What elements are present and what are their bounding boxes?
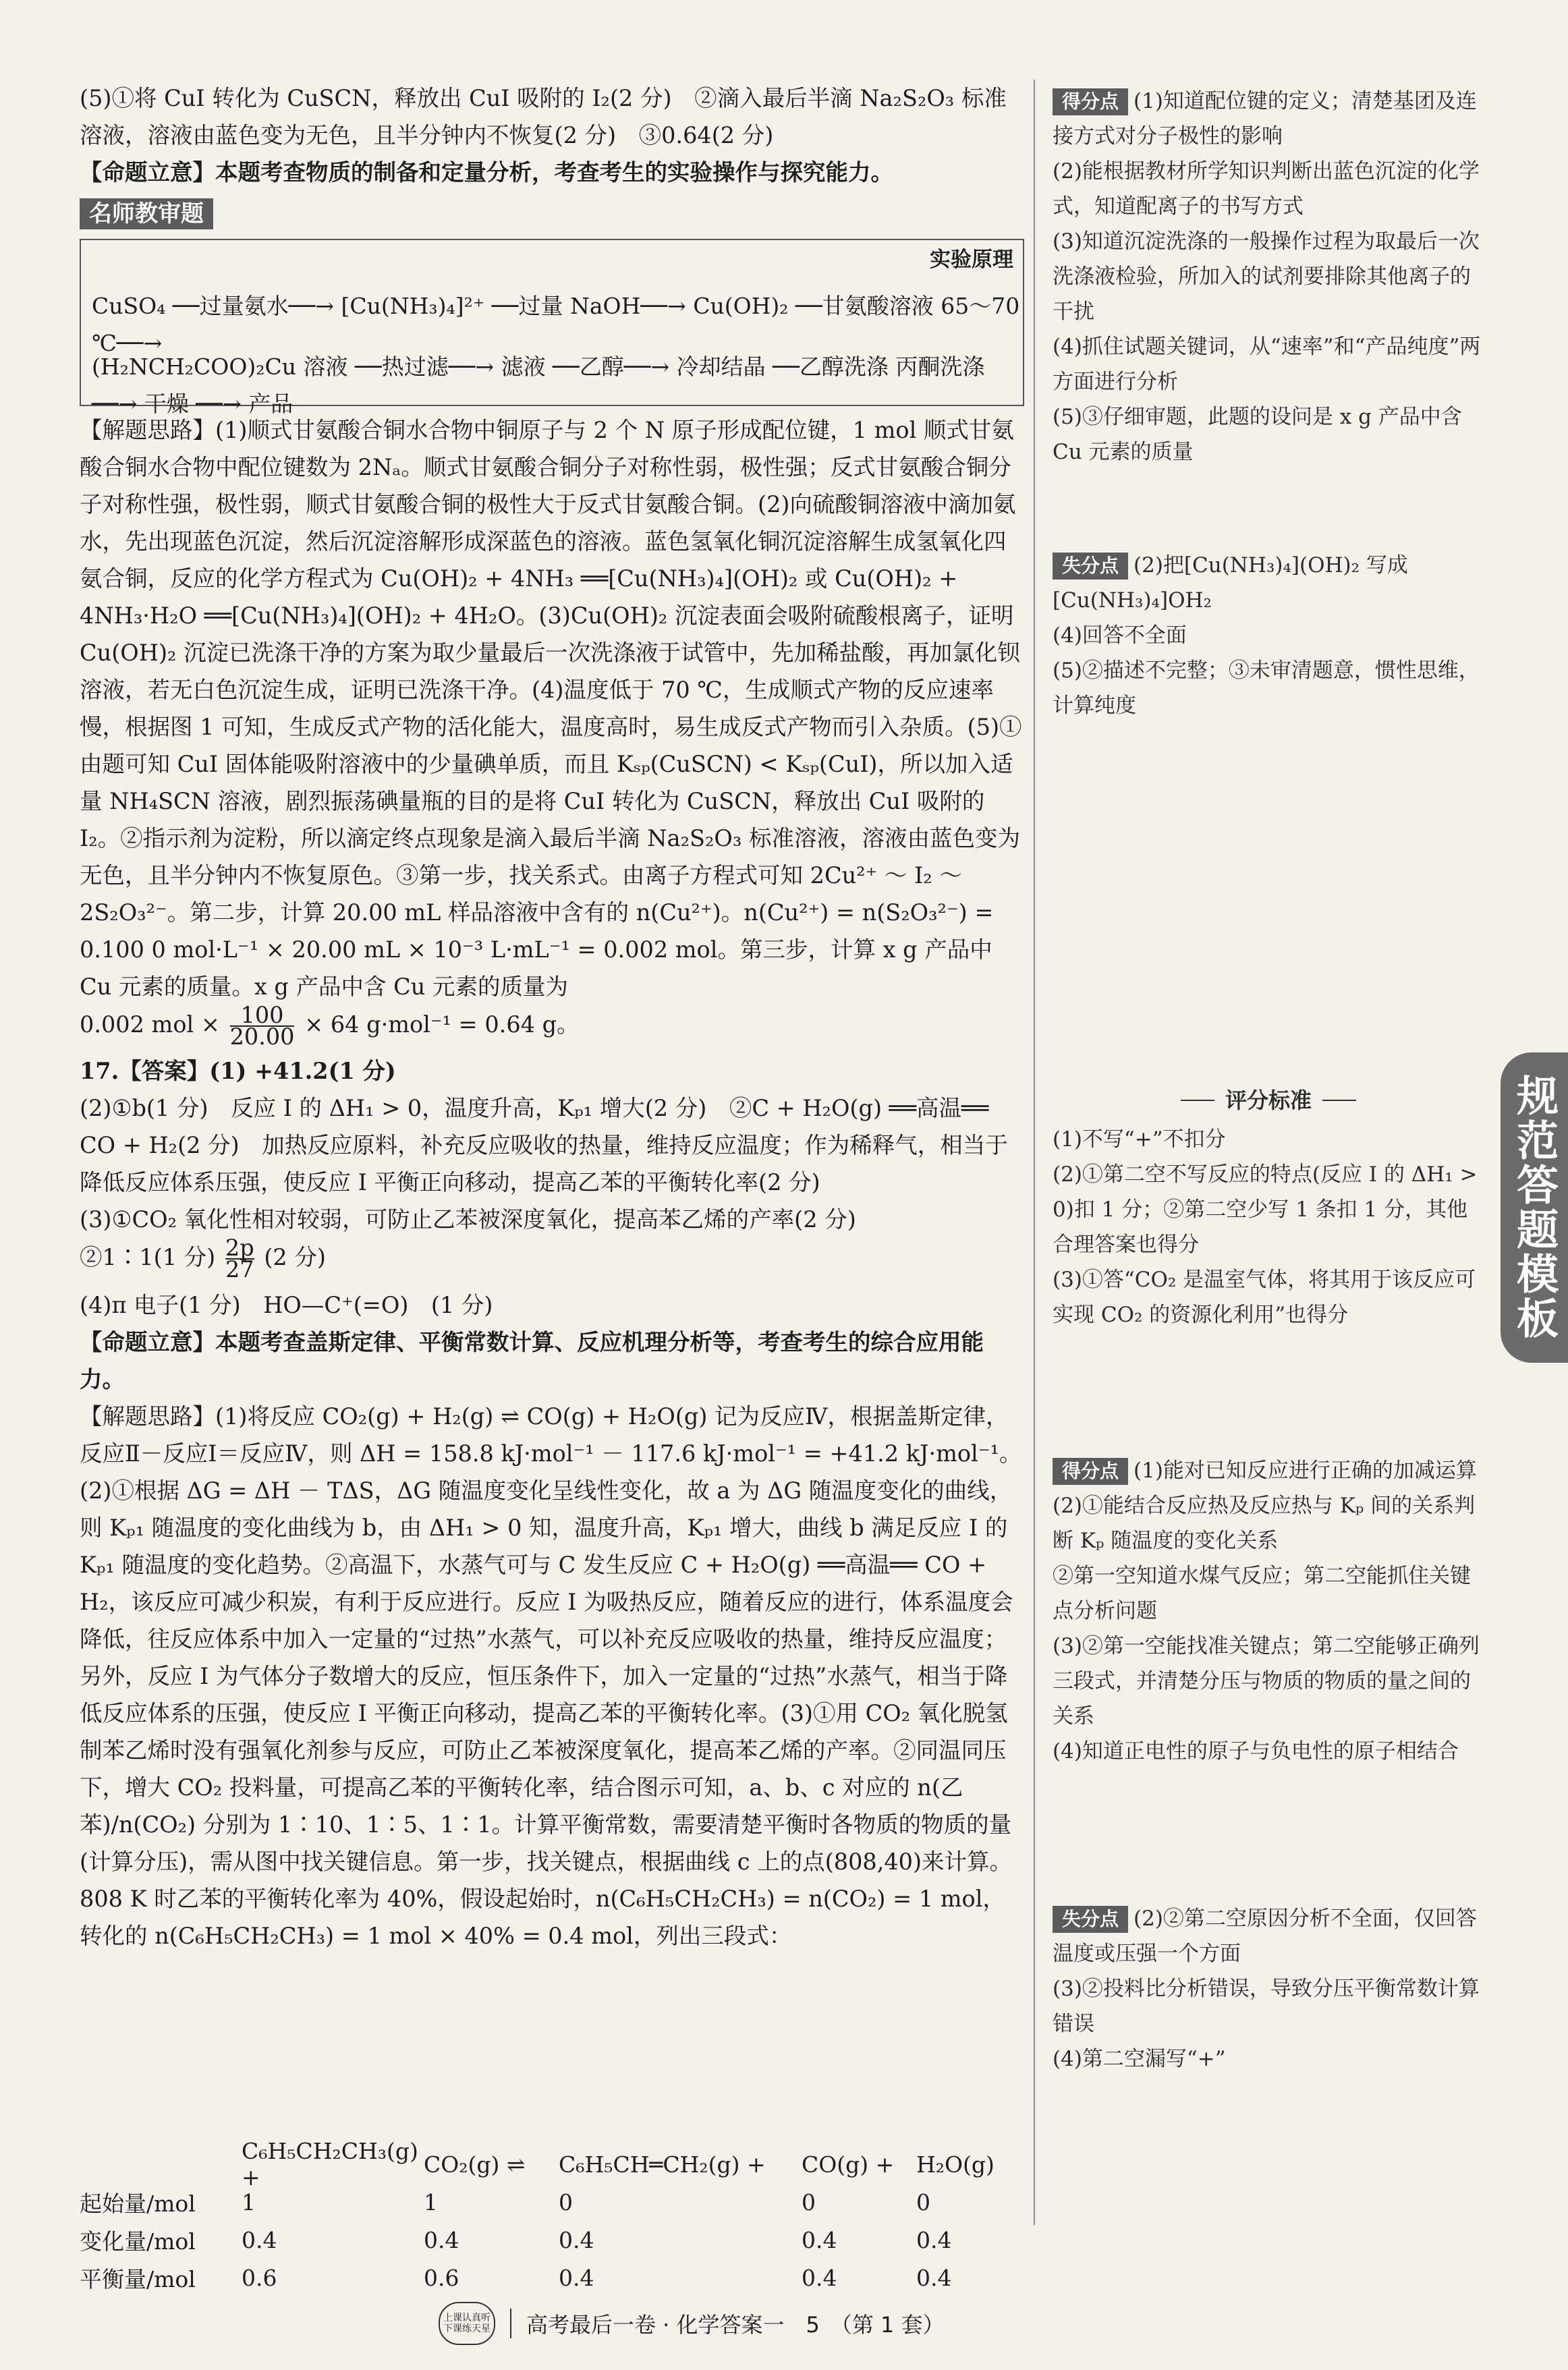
lose-tag: 失分点 <box>1053 1906 1128 1933</box>
table-row <box>80 2183 1011 2221</box>
calc-pre: 0.002 mol × <box>80 1011 220 1038</box>
table-cell: C₆H₅CH═CH₂(g) + <box>559 2151 766 2178</box>
page-footer <box>439 2302 1113 2345</box>
calc-numerator: 100 <box>230 1005 295 1027</box>
table-cell: 1 <box>424 2189 438 2216</box>
table-cell: 0.4 <box>802 2264 837 2291</box>
q17-answer-1: 17.【答案】(1) +41.2(1 分) <box>80 1058 396 1084</box>
table-cell: 0 <box>916 2189 930 2216</box>
side-lose-points-16 <box>1053 548 1484 723</box>
score-tag: 得分点 <box>1053 88 1128 115</box>
table-cell: 0.4 <box>559 2264 594 2291</box>
table-cell: 0.4 <box>242 2226 277 2253</box>
table-cell: 0 <box>802 2189 816 2216</box>
box-title: 实验原理 <box>930 248 1013 272</box>
q17-kp-den: 27 <box>225 1256 254 1282</box>
lose-text-17: (2)②第二空原因分析不全面，仅回答温度或压强一个方面 (3)②投料比分析错误，导致分压平衡常数计算错误 (4)第二空漏写“+” <box>1053 1907 1480 2071</box>
table-cell: 0.4 <box>916 2264 952 2291</box>
rubric-text: (1)不写“+”不扣分 (2)①第二空不写反应的特点(反应 Ⅰ 的 ΔH₁ > 0)扣 1 分；②第二空少写 1 条扣 1 分，其他合理答案也得分 (3)①答“CO₂ 是温室气体，将其用于该反应可实现 CO₂ 的资源化利用”也得分 <box>1053 1127 1478 1327</box>
rubric-title-text: 评分标准 <box>1225 1088 1312 1113</box>
table-cell: 0.6 <box>242 2264 277 2291</box>
table-cell: CO(g) + <box>802 2151 895 2178</box>
lose-tag: 失分点 <box>1053 553 1128 580</box>
q16-intent: 【命题立意】本题考查物质的制备和定量分析，考查考生的实验操作与探究能力。 <box>80 159 893 186</box>
q17-answer-3b <box>80 1235 1024 1282</box>
table-cell: 0.4 <box>916 2226 952 2253</box>
score-tag: 得分点 <box>1053 1458 1128 1485</box>
table-equation-row <box>80 2138 1011 2191</box>
q16-final-calc <box>80 1002 1024 1050</box>
table-cell: C₆H₅CH₂CH₃(g) + <box>242 2138 418 2191</box>
q17-answer-3: (3)①CO₂ 氧化性相对较弱，可防止乙苯被深度氧化，提高苯乙烯的产率(2 分) <box>80 1206 856 1233</box>
footer-text: 高考最后一卷 · 化学答案一 5 （第 1 套） <box>526 2312 945 2338</box>
table-cell: H₂O(g) <box>916 2151 995 2178</box>
lose-text-16: (2)把[Cu(NH₃)₄](OH)₂ 写成[Cu(NH₃)₄]OH₂ (4)回答不全面 (5)②描述不完整；③未审清题意，惯性思维，计算纯度 <box>1053 553 1480 718</box>
q17-analysis: 【解题思路】(1)将反应 CO₂(g) + H₂(g) ⇌ CO(g) + H₂O(g) 记为反应Ⅳ，根据盖斯定律，反应Ⅱ－反应Ⅰ＝反应Ⅳ，则 ΔH = 158.8 kJ·mol⁻¹ － 117.6 kJ·mol⁻¹ = +41.2 kJ·mol⁻¹。(2)①根据 ΔG = ΔH － TΔS，ΔG 随温度变化呈线性变化，故 a 为 ΔG 随温度变化的曲线，则 Kₚ₁ 随温度的变化曲线为 b，由 ΔH₁ > 0 知，温度升高，Kₚ₁ 增大，曲线 b 满足反应 Ⅰ 的 Kₚ₁ 随温度的变化趋势。②高温下，水蒸气可与 C 发生反应 C + H₂O(g) ══高温══ CO + H₂，该反应可减少积炭，有利于反应进行。反应 Ⅰ 为吸热反应，随着反应的进行，体系温度会降低，往反应体系中加入一定量的“过热”水蒸气，可以补充反应吸收的热量，维持反应温度；另外，反应 Ⅰ 为气体分子数增大的反应，恒压条件下，加入一定量的“过热”水蒸气，相当于降低反应体系的压强，使反应 Ⅰ 平衡正向移动，提高乙苯的平衡转化率。(3)①用 CO₂ 氧化脱氢制苯乙烯时没有强氧化剂参与反应，可防止乙苯被深度氧化，提高苯乙烯的产率。②同温同压下，增大 CO₂ 投料量，可提高乙苯的平衡转化率，结合图示可知，a、b、c 对应的 n(乙苯)/n(CO₂) 分别为 1∶10、1∶5、1∶1。计算平衡常数，需要清楚平衡时各物质的物质的量(计算分压)，需从图中找关键信息。第一步，找关键点，根据曲线 c 上的点(808,40)来计算。808 K 时乙苯的平衡转化率为 40%，假设起始时，n(C₆H₅CH₂CH₃) = n(CO₂) = 1 mol，转化的 n(C₆H₅CH₂CH₃) = 1 mol × 40% = 0.4 mol，列出三段式： <box>80 1403 1022 1949</box>
side-lose-points-17 <box>1053 1901 1484 2077</box>
table-row <box>80 2221 1011 2259</box>
experiment-principle-box <box>80 239 1024 417</box>
flow-line-1: CuSO₄ ──过量氨水──→ [Cu(NH₃)₄]²⁺ ──过量 NaOH──→ Cu(OH)₂ ──甘氨酸溶液 65～70 ℃──→ <box>92 293 1020 356</box>
rubric-line-left <box>1181 1100 1214 1101</box>
flow-line-2: (H₂NCH₂COO)₂Cu 溶液 ──热过滤──→ 滤液 ──乙醇──→ 冷却结晶 ──乙醇洗涤 丙酮洗涤──→ 干燥 ──→ 产品 <box>92 354 985 417</box>
q17-kp-num: 2p <box>225 1235 254 1261</box>
score-text-17: (1)能对已知反应进行正确的加减运算 (2)①能结合反应热及反应热与 Kₚ 间的关系判断 Kₚ 随温度的变化关系 ②第一空知道水煤气反应；第二空能抓住关键点分析问题 (3)②第一空能找准关键点；第二空能够正确列三段式，并清楚分压与物质的物质的量之间的关系 (4)知道正电性的原子与负电性的原子相结合 <box>1053 1459 1480 1764</box>
rubric-title <box>1053 1083 1484 1118</box>
teacher-banner <box>80 195 1024 232</box>
table-cell: 平衡量/mol <box>80 2265 196 2292</box>
three-stage-table <box>80 2138 1011 2296</box>
q17-kp-score: (2 分) <box>264 1244 326 1270</box>
table-cell: 1 <box>242 2189 256 2216</box>
footer-divider <box>510 2309 511 2338</box>
calc-denominator: 20.00 <box>229 1023 295 1050</box>
table-cell: 0 <box>559 2189 573 2216</box>
side-score-points-16 <box>1053 84 1484 470</box>
table-cell: 变化量/mol <box>80 2228 196 2255</box>
score-text-16: (1)知道配位键的定义；清楚基团及连接方式对分子极性的影响 (2)能根据教材所学知识判断出蓝色沉淀的化学式，知道配离子的书写方式 (3)知道沉淀洗涤的一般操作过程为取最后一次洗涤液检验，所加入的试剂要排除其他离子的干扰 (4)抓住试题关键词，从“速率”和“产品纯度”两方面进行分析 (5)③仔细审题，此题的设问是 x g 产品中含 Cu 元素的质量 <box>1053 89 1481 464</box>
side-rubric <box>1053 1083 1484 1332</box>
q17-ratio: ②1∶1(1 分) <box>80 1244 216 1270</box>
calc-fraction <box>229 1002 295 1050</box>
main-column <box>80 80 1024 1954</box>
calc-post: × 64 g·mol⁻¹ = 0.64 g。 <box>304 1011 580 1038</box>
table-cell: 0.4 <box>559 2226 594 2253</box>
table-row <box>80 2259 1011 2296</box>
table-cell: 0.4 <box>802 2226 837 2253</box>
table-cell: 起始量/mol <box>80 2190 196 2217</box>
q17-answer-2: (2)①b(1 分) 反应 Ⅰ 的 ΔH₁ > 0，温度升高，Kₚ₁ 增大(2 分) ②C + H₂O(g) ══高温══ CO + H₂(2 分) 加热反应原料，补充反应吸收的热量，维持反应温度；作为稀释气，相当于降低反应体系压强，使反应 Ⅰ 平衡正向移动，提高乙苯的平衡转化率(2 分) <box>80 1095 1008 1195</box>
brand-logo: 上课认真听 下课练天星 <box>439 2302 495 2345</box>
q16-analysis: 【解题思路】(1)顺式甘氨酸合铜水合物中铜原子与 2 个 N 原子形成配位键，1 mol 顺式甘氨酸合铜水合物中配位键数为 2Nₐ。顺式甘氨酸合铜分子对称性弱，极性强；反式甘氨酸合铜分子对称性强，极性弱，顺式甘氨酸合铜的极性大于反式甘氨酸合铜。(2)向硫酸铜溶液中滴加氨水，先出现蓝色沉淀，然后沉淀溶解形成深蓝色的溶液。蓝色氢氧化铜沉淀溶解生成氢氧化四氨合铜，反应的化学方程式为 Cu(OH)₂ + 4NH₃ ══[Cu(NH₃)₄](OH)₂ 或 Cu(OH)₂ + 4NH₃·H₂O ══[Cu(NH₃)₄](OH)₂ + 4H₂O。(3)Cu(OH)₂ 沉淀表面会吸附硫酸根离子，证明 Cu(OH)₂ 沉淀已洗涤干净的方案为取少量最后一次洗涤液于试管中，先加稀盐酸，再加氯化钡溶液，若无白色沉淀生成，证明已洗涤干净。(4)温度低于 70 ℃，生成顺式产物的反应速率慢，根据图 1 可知，生成反式产物的活化能大，温度高时，易生成反式产物而引入杂质。(5)①由题可知 CuI 固体能吸附溶液中的少量碘单质，而且 Kₛₚ(CuSCN) < Kₛₚ(CuI)，所以加入适量 NH₄SCN 溶液，剧烈振荡碘量瓶的目的是将 CuI 转化为 CuSCN，释放出 CuI 吸附的 I₂。②指示剂为淀粉，所以滴定终点现象是滴入最后半滴 Na₂S₂O₃ 标准溶液，溶液由蓝色变为无色，且半分钟内不恢复原色。③第一步，找关系式。由离子方程式可知 2Cu²⁺ ～ I₂ ～ 2S₂O₃²⁻。第二步，计算 20.00 mL 样品溶液中含有的 n(Cu²⁺)。n(Cu²⁺) = n(S₂O₃²⁻) = 0.100 0 mol·L⁻¹ × 20.00 mL × 10⁻³ L·mL⁻¹ = 0.002 mol。第三步，计算 x g 产品中 Cu 元素的质量。x g 产品中含 Cu 元素的质量为 <box>80 417 1022 1000</box>
rubric-line-right <box>1322 1100 1356 1101</box>
table-cell: CO₂(g) ⇌ <box>424 2151 526 2178</box>
table-cell: 0.4 <box>424 2226 459 2253</box>
template-tab: 规范答题模板 <box>1501 1052 1568 1363</box>
q16-part5-answer: (5)①将 CuI 转化为 CuSCN，释放出 CuI 吸附的 I₂(2 分) ②滴入最后半滴 Na₂S₂O₃ 标准溶液，溶液由蓝色变为无色，且半分钟内不恢复(2 分) ③0.64(2 分) <box>80 85 1007 148</box>
q17-intent: 【命题立意】本题考查盖斯定律、平衡常数计算、反应机理分析等，考查考生的综合应用能力。 <box>80 1329 984 1392</box>
teacher-banner-label: 名师教审题 <box>80 198 213 229</box>
q17-kp-fraction <box>225 1235 254 1282</box>
q17-answer-4: (4)π 电子(1 分) HO—C⁺(=O) (1 分) <box>80 1292 493 1318</box>
table-cell: 0.6 <box>424 2264 459 2291</box>
side-score-points-17 <box>1053 1453 1484 1769</box>
column-divider <box>1034 80 1035 2225</box>
